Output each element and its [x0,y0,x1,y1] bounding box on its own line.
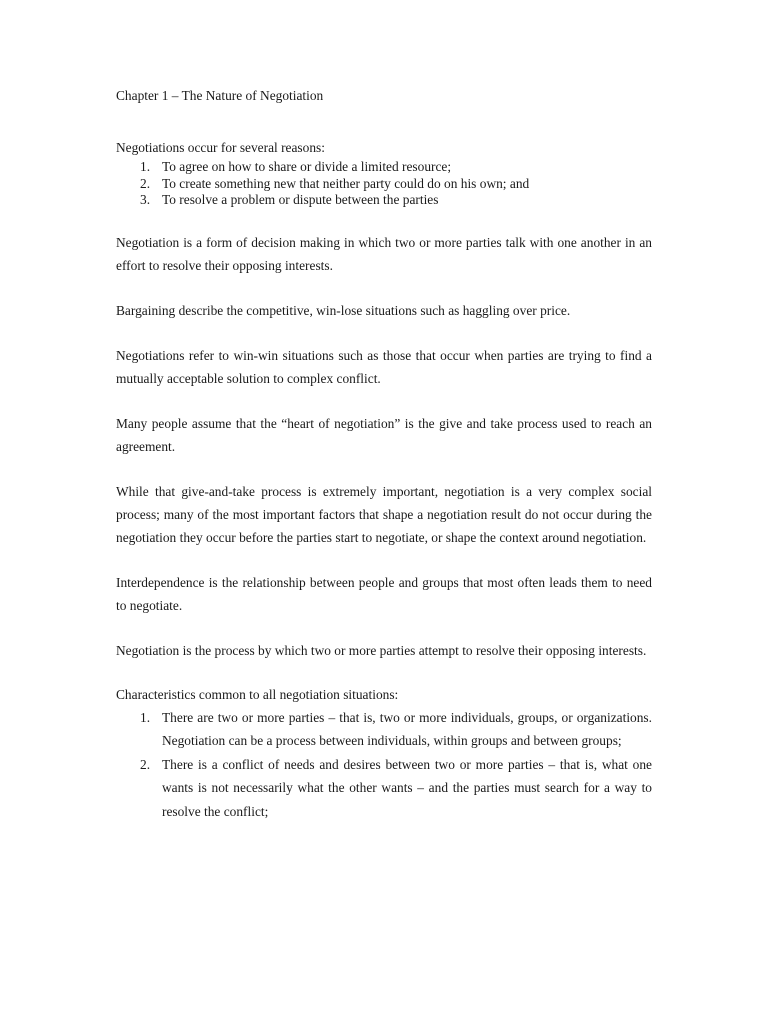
characteristic-number: 2. [140,756,151,772]
characteristics-intro: Characteristics common to all negotiation situations: [116,686,399,702]
characteristic-item [116,706,652,753]
reason-text: To create something new that neither party could do on his own; and [162,175,530,191]
characteristic-item [116,753,652,824]
paragraph-interdependence: Interdependence is the relationship between people and groups that most often leads them to need to negotiate. [116,574,652,613]
paragraph-bargaining: Bargaining describe the competitive, win-lose situations such as haggling over price. [116,302,571,318]
reason-number: 3. [140,192,151,207]
reason-text: To agree on how to share or divide a limited resource; [162,159,452,174]
document-body [116,84,652,823]
reasons-list [116,159,652,209]
paragraph-heart-of-negotiation: Many people assume that the “heart of negotiation” is the give and take process used to reach an agreement. [116,415,652,454]
paragraph-definition: Negotiation is a form of decision making in which two or more parties talk with one another in an effort to resolve their opposing interests. [116,234,652,273]
paragraph-process-definition: Negotiation is the process by which two or more parties attempt to resolve their opposing interests. [116,642,647,658]
reason-number: 2. [140,175,151,191]
paragraph-complex-process: While that give-and-take process is extremely important, negotiation is a very complex social process; many of the most important factors that shape a negotiation result do not occur during the negotiation they occur before the parties start to negotiate, or shape the context around negotiation. [116,483,652,545]
reasons-intro: Negotiations occur for several reasons: [116,140,325,155]
characteristics-list [116,706,652,824]
chapter-title: Chapter 1 – The Nature of Negotiation [116,88,324,103]
reason-item [116,159,652,176]
reason-number: 1. [140,159,151,174]
reason-item [116,176,652,193]
reason-text: To resolve a problem or dispute between the parties [162,192,439,207]
reason-item [116,192,652,209]
characteristic-text: There is a conflict of needs and desires between two or more parties – that is, what one wants is not necessarily what the other wants – and the parties must search for a way to resolve the conflict; [162,756,652,819]
characteristic-number: 1. [140,709,151,725]
characteristic-text: There are two or more parties – that is, two or more individuals, groups, or organizations. Negotiation can be a process between individuals, within groups and between groups; [162,709,652,748]
paragraph-win-win: Negotiations refer to win-win situations such as those that occur when parties are trying to find a mutually acceptable solution to complex conflict. [116,347,652,386]
